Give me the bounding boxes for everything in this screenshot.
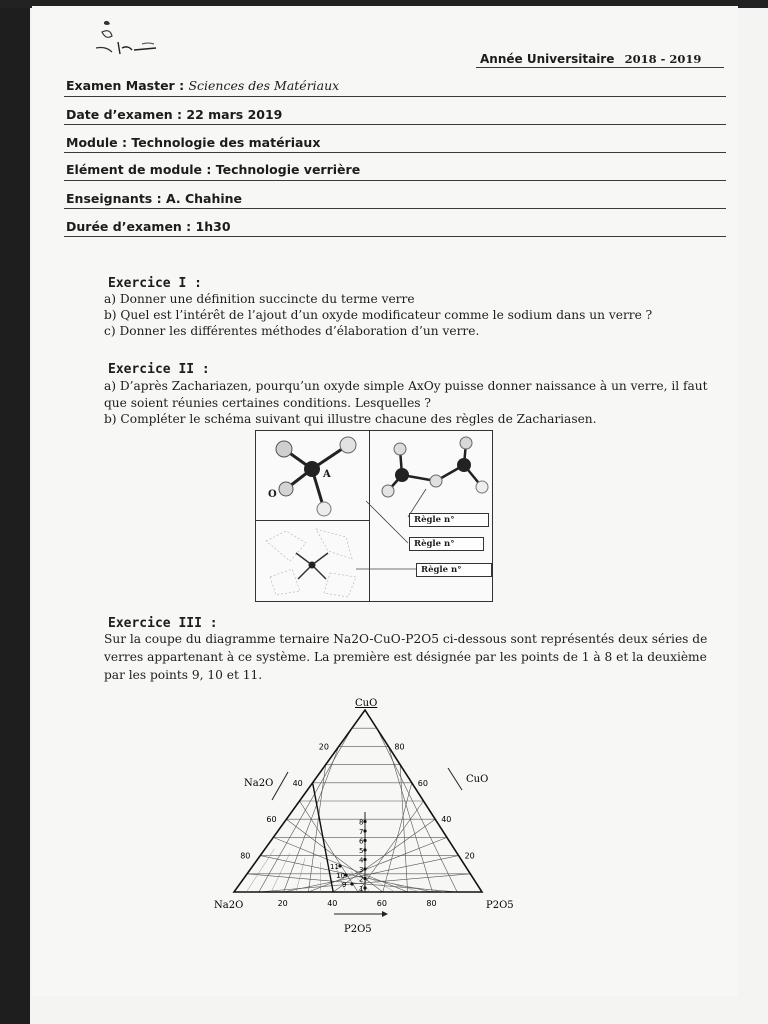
series1-point bbox=[363, 839, 366, 842]
bottom-axis-arrowhead bbox=[382, 911, 388, 917]
exercise-1-title: Exercice I : bbox=[108, 276, 202, 291]
bottom-tick-label: 60 bbox=[376, 899, 387, 908]
exercise-1-question-c: c) Donner les différentes méthodes d’élaboration d’un verre. bbox=[104, 324, 480, 338]
exercise-2-question-b: b) Compléter le schéma suivant qui illustre chacune des règles de Zachariasen. bbox=[104, 412, 597, 426]
bottom-tick-label: 80 bbox=[426, 899, 437, 908]
right-tick-label: 60 bbox=[417, 778, 428, 788]
header-row-element: Elément de module : Technologie verrière bbox=[66, 162, 361, 177]
rule-line bbox=[476, 67, 724, 68]
series1-point bbox=[363, 858, 366, 861]
rule-line bbox=[64, 180, 726, 181]
series1-point-label: 4 bbox=[359, 856, 364, 865]
exercise-1-question-b: b) Quel est l’intérêt de l’ajout d’un oxyde modificateur comme le sodium dans un verre ? bbox=[104, 308, 653, 322]
series1-point bbox=[363, 877, 366, 880]
series1-point bbox=[363, 886, 366, 889]
grid-line bbox=[300, 801, 359, 892]
header-label-element: Elément de module bbox=[66, 162, 203, 177]
rule-answer-box-3: Règle n° bbox=[416, 563, 492, 577]
series1-point-label: 5 bbox=[359, 847, 364, 855]
header-label-module: Module bbox=[66, 135, 118, 150]
series1-point-label: 2 bbox=[359, 875, 364, 884]
rule-line bbox=[64, 96, 726, 97]
header-row-exam: Examen Master : Sciences des Matériaux bbox=[66, 78, 340, 93]
grid-line bbox=[296, 858, 305, 892]
left-tick-label: 40 bbox=[292, 778, 303, 788]
rule-line bbox=[64, 152, 726, 153]
series1-point-label: 1 bbox=[359, 885, 364, 893]
academic-year-label: Année Universitaire bbox=[480, 52, 615, 66]
right-side-label: CuO bbox=[466, 774, 489, 785]
exercise-2-question-a-line2: que soient réunies certaines conditions. Lesquelles ? bbox=[104, 396, 431, 410]
exercise-3-text-line2: verres appartenant à ce système. La première est désignée par les points de 1 à 8 et la deuxième bbox=[104, 650, 707, 664]
header-row-teacher: Enseignants : A. Chahine bbox=[66, 191, 243, 206]
left-tick-label: 80 bbox=[240, 851, 251, 861]
header-label-exam: Examen Master bbox=[66, 78, 175, 93]
corner-label-right: P2O5 bbox=[486, 900, 514, 911]
rule-line bbox=[64, 124, 726, 125]
series2-point-label: 9 bbox=[342, 881, 347, 889]
rule-answer-box-1: Règle n° bbox=[409, 513, 489, 527]
left-tick-label: 60 bbox=[266, 815, 277, 825]
scan-border bbox=[0, 0, 30, 1024]
series1-point bbox=[363, 820, 366, 823]
series1-point bbox=[363, 867, 366, 870]
bottom-axis-label: P2O5 bbox=[344, 924, 372, 935]
series1-point-label: 3 bbox=[359, 866, 364, 874]
grid-line bbox=[382, 881, 420, 892]
series1-point-label: 7 bbox=[359, 828, 364, 836]
left-tick-label: 20 bbox=[318, 742, 329, 752]
grid-line bbox=[271, 853, 290, 892]
left-side-label: Na2O bbox=[244, 778, 274, 789]
academic-year bbox=[480, 52, 701, 66]
exercise-2-question-a-line1: a) D’après Zachariazen, pourqu’un oxyde simple AxOy puisse donner naissance à un verre, il faut bbox=[104, 379, 708, 393]
university-logo bbox=[92, 18, 172, 62]
header-label-teacher: Enseignants bbox=[66, 191, 153, 206]
header-row-module: Module : Technologie des matériaux bbox=[66, 135, 321, 150]
right-side-arrow bbox=[448, 768, 462, 790]
series2-point bbox=[350, 882, 353, 885]
series1-point bbox=[363, 829, 366, 832]
rule-answer-box-2: Règle n° bbox=[409, 537, 484, 551]
exercise-1-question-a: a) Donner une définition succincte du terme verre bbox=[104, 292, 415, 306]
right-tick-label: 40 bbox=[441, 815, 452, 825]
header-label-date: Date d’examen bbox=[66, 107, 173, 122]
bottom-tick-label: 20 bbox=[277, 899, 288, 908]
series1-point-label: 8 bbox=[359, 818, 364, 827]
grid-line bbox=[377, 728, 458, 892]
exercise-3-title: Exercice III : bbox=[108, 616, 218, 631]
series1-point-label: 6 bbox=[359, 837, 364, 846]
header-value-teacher: A. Chahine bbox=[165, 191, 243, 206]
grid-line bbox=[397, 885, 445, 892]
cation-label: A bbox=[323, 469, 331, 480]
header-value-exam: Sciences des Matériaux bbox=[188, 78, 340, 93]
series1-point bbox=[363, 848, 366, 851]
series2-point-label: 11 bbox=[330, 863, 339, 871]
oxygen-label: O bbox=[268, 489, 277, 500]
right-tick-label: 20 bbox=[464, 851, 475, 861]
exercise-3-text-line1: Sur la coupe du diagramme ternaire Na2O-CuO-P2O5 ci-dessous sont représentés deux séries de bbox=[104, 632, 708, 646]
header-value-duration: 1h30 bbox=[195, 219, 231, 234]
series2-point-label: 10 bbox=[336, 872, 345, 880]
academic-year-value: 2018 - 2019 bbox=[624, 52, 702, 66]
exercise-2-title: Exercice II : bbox=[108, 362, 210, 377]
right-tick-label: 80 bbox=[394, 742, 405, 752]
header-value-date: 22 mars 2019 bbox=[186, 107, 283, 122]
zachariasen-scheme bbox=[255, 430, 493, 602]
ternary-diagram bbox=[210, 692, 530, 942]
header-label-duration: Durée d’examen bbox=[66, 219, 182, 234]
header-row-duration: Durée d’examen : 1h30 bbox=[66, 219, 231, 234]
header-row-date: Date d’examen : 22 mars 2019 bbox=[66, 107, 283, 122]
grid-line bbox=[366, 876, 395, 892]
exercise-3-text-line3: par les points 9, 10 et 11. bbox=[104, 668, 263, 682]
left-side-arrow bbox=[272, 772, 288, 800]
rule-line bbox=[64, 236, 726, 237]
bottom-tick-label: 40 bbox=[327, 899, 338, 908]
header-value-module: Technologie des matériaux bbox=[131, 135, 321, 150]
header-value-element: Technologie verrière bbox=[215, 162, 361, 177]
rule-line bbox=[64, 208, 726, 209]
corner-label-left: Na2O bbox=[214, 900, 244, 911]
corner-label-top: CuO bbox=[355, 698, 378, 709]
